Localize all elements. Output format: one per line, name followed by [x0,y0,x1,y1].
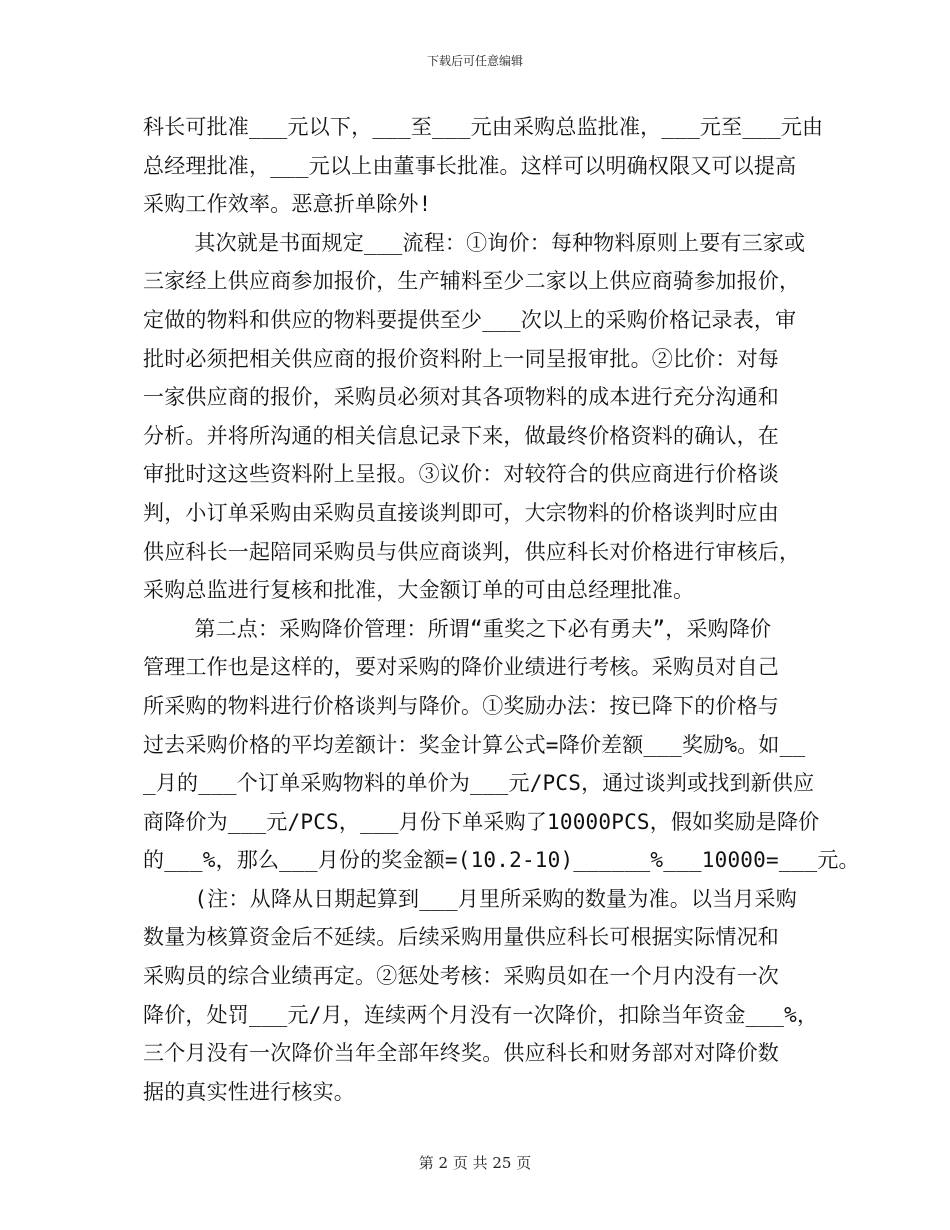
text-line: 据的真实性进行核实。 [143,1079,355,1104]
text-line: 审批时这这些资料附上呈报。③议价：对较符合的供应商进行价格谈 [143,462,779,487]
text-line: 三个月没有一次降价当年全部年终奖。供应科长和财务部对对降价数 [143,1041,779,1066]
text-line: 数量为核算资金后不延续。后续采购用量供应科长可根据实际情况和 [143,925,779,950]
text-line: 采购总监进行复核和批准，大金额订单的可由总经理批准。 [143,578,695,603]
text-line: 一家供应商的报价，采购员必须对其各项物料的成本进行充分沟通和 [143,385,779,410]
text-line: 第二点：采购降价管理：所谓“重奖之下必有勇夫”，采购降价 [143,616,772,641]
text-line: 科长可批准___元以下，___至___元由采购总监批准，___元至___元由 [143,115,824,139]
text-line: 所采购的物料进行价格谈判与降价。①奖励办法：按已降下的价格与 [143,693,779,718]
text-line: 三家经上供应商参加报价，生产辅料至少二家以上供应商骑参加报价， [143,269,801,294]
text-line: 的___%，那么___月份的奖金额=(10.2-10)______%___10000=___元。 [143,848,860,873]
page-footer: 第 2 页 共 25 页 [418,1154,532,1172]
text-line: 供应科长一起陪同采购员与供应商谈判，供应科长对价格进行审核后， [143,539,801,564]
text-line: _月的___个订单采购物料的单价为___元/PCS，通过谈判或找到新供应 [143,771,815,796]
text-line: 判，小订单采购由采购员直接谈判即可，大宗物料的价格谈判时应由 [143,500,779,525]
document-body [143,108,860,1111]
text-line: 商降价为___元/PCS，___月份下单采购了10000PCS，假如奖励是降价 [143,809,820,834]
text-line: 其次就是书面规定___流程：①询价：每种物料原则上要有三家或 [143,230,806,255]
text-line: 降价，处罚___元/月，连续两个月没有一次降价，扣除当年资金___%， [143,1002,819,1027]
text-line: 过去采购价格的平均差额计：奖金计算公式=降价差额___奖励%。如__ [143,732,806,757]
text-line: 采购工作效率。恶意折单除外! [143,192,432,217]
text-line: 定做的物料和供应的物料要提供至少___次以上的采购价格记录表，审 [143,307,797,332]
text-line: 批时必须把相关供应商的报价资料附上一同呈报审批。②比价：对每 [143,346,779,371]
text-line: 管理工作也是这样的，要对采购的降价业绩进行考核。采购员对自己 [143,655,779,680]
text-line: 采购员的综合业绩再定。②惩处考核：采购员如在一个月内没有一次 [143,964,779,989]
text-line: 分析。并将所沟通的相关信息记录下来，做最终价格资料的确认，在 [143,423,779,448]
page-header: 下载后可任意编辑 [426,54,523,68]
text-line: 总经理批准，___元以上由董事长批准。这样可以明确权限又可以提高 [143,153,797,178]
text-line: (注：从降从日期起算到___月里所采购的数量为准。以当月采购 [143,886,797,911]
